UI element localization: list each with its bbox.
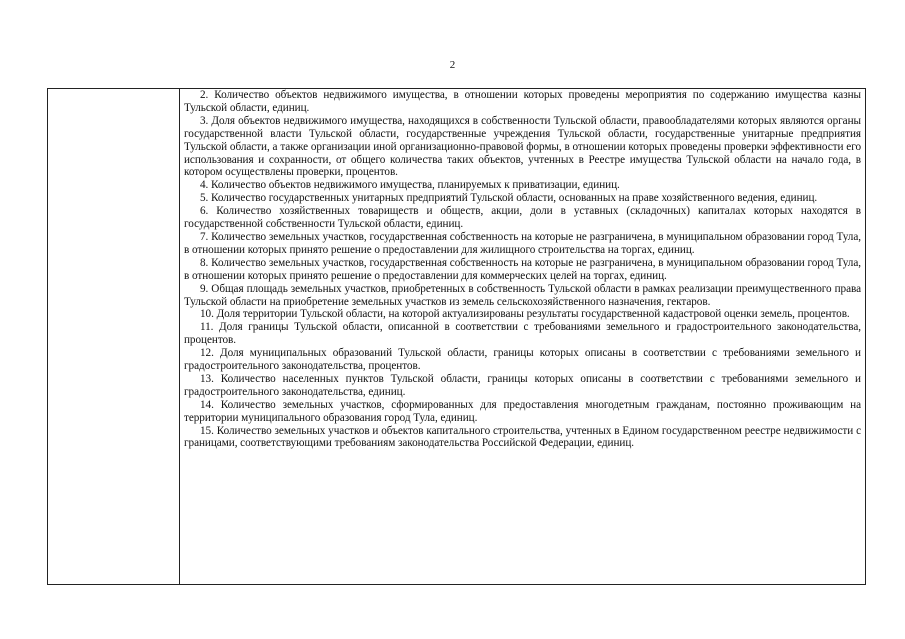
indicator-item: 10. Доля территории Тульской области, на которой актуализированы результаты государственной кадастровой оценки земель, процентов. — [200, 308, 850, 321]
page-number: 2 — [449, 59, 456, 71]
indicator-item: 6. Количество хозяйственных товариществ и обществ, акции, доли в уставных (складочных) капиталах которых находятся в государственной собственности Тульской области, единиц. — [184, 205, 861, 231]
indicators-table — [47, 88, 866, 585]
indicator-item: 14. Количество земельных участков, сформированных для предоставления многодетным гражданам, постоянно проживающим на территории муниципального образования город Тула, единиц. — [184, 398, 861, 424]
indicator-item: 15. Количество земельных участков и объектов капитального строительства, учтенных в Едином государственном реестре недвижимости с границами, соответствующими требованиям законодательства Российской Федерации, единиц. — [184, 424, 861, 450]
indicator-item: 12. Доля муниципальных образований Тульской области, границы которых описаны в соответствии с требованиями земельного и градостроительного законодательства, процентов. — [184, 347, 861, 373]
indicator-item: 3. Доля объектов недвижимого имущества, находящихся в собственности Тульской области, правообладателями которых являются органы государственной власти Тульской области, государственные учреждения Тульской области, государственные унитарные предприятия Тульской области, а также организации иной организационно-правовой формы, в отношении которых проведены проверки эффективности его использования и сохранности, от общего количества таких объектов, учтенных в Реестре имущества Тульской области на начало года, в котором осуществлены проверки, процентов. — [184, 114, 861, 179]
indicator-item: 2. Количество объектов недвижимого имущества, в отношении которых проведены мероприятия по содержанию имущества казны Тульской области, единиц. — [184, 89, 861, 114]
indicator-item: 5. Количество государственных унитарных предприятий Тульской области, основанных на праве хозяйственного ведения, единиц. — [200, 192, 818, 205]
empty-left-cell — [48, 89, 180, 584]
indicator-item: 4. Количество объектов недвижимого имущества, планируемых к приватизации, единиц. — [200, 179, 620, 192]
indicators-list — [180, 89, 865, 584]
indicator-item: 11. Доля границы Тульской области, описанной в соответствии с требованиями земельного и градостроительного законодательства, процентов. — [184, 321, 861, 347]
indicator-item: 8. Количество земельных участков, государственная собственность на которые не разграничена, в муниципальном образовании город Тула, в отношении которых принято решение о предоставлении для коммерческих целей на торгах, единиц. — [184, 256, 861, 282]
indicator-item: 9. Общая площадь земельных участков, приобретенных в собственность Тульской области в рамках реализации преимущественного права Тульской области на приобретение земельных участков из земель сельскохозяйственного назначения, гектаров. — [184, 282, 861, 308]
indicator-item: 7. Количество земельных участков, государственная собственность на которые не разграничена, в муниципальном образовании город Тула, в отношении которых принято решение о предоставлении для жилищного строительства на торгах, единиц. — [184, 230, 861, 256]
indicator-item: 13. Количество населенных пунктов Тульской области, границы которых описаны в соответствии с требованиями земельного и градостроительного законодательства, единиц. — [184, 372, 861, 398]
